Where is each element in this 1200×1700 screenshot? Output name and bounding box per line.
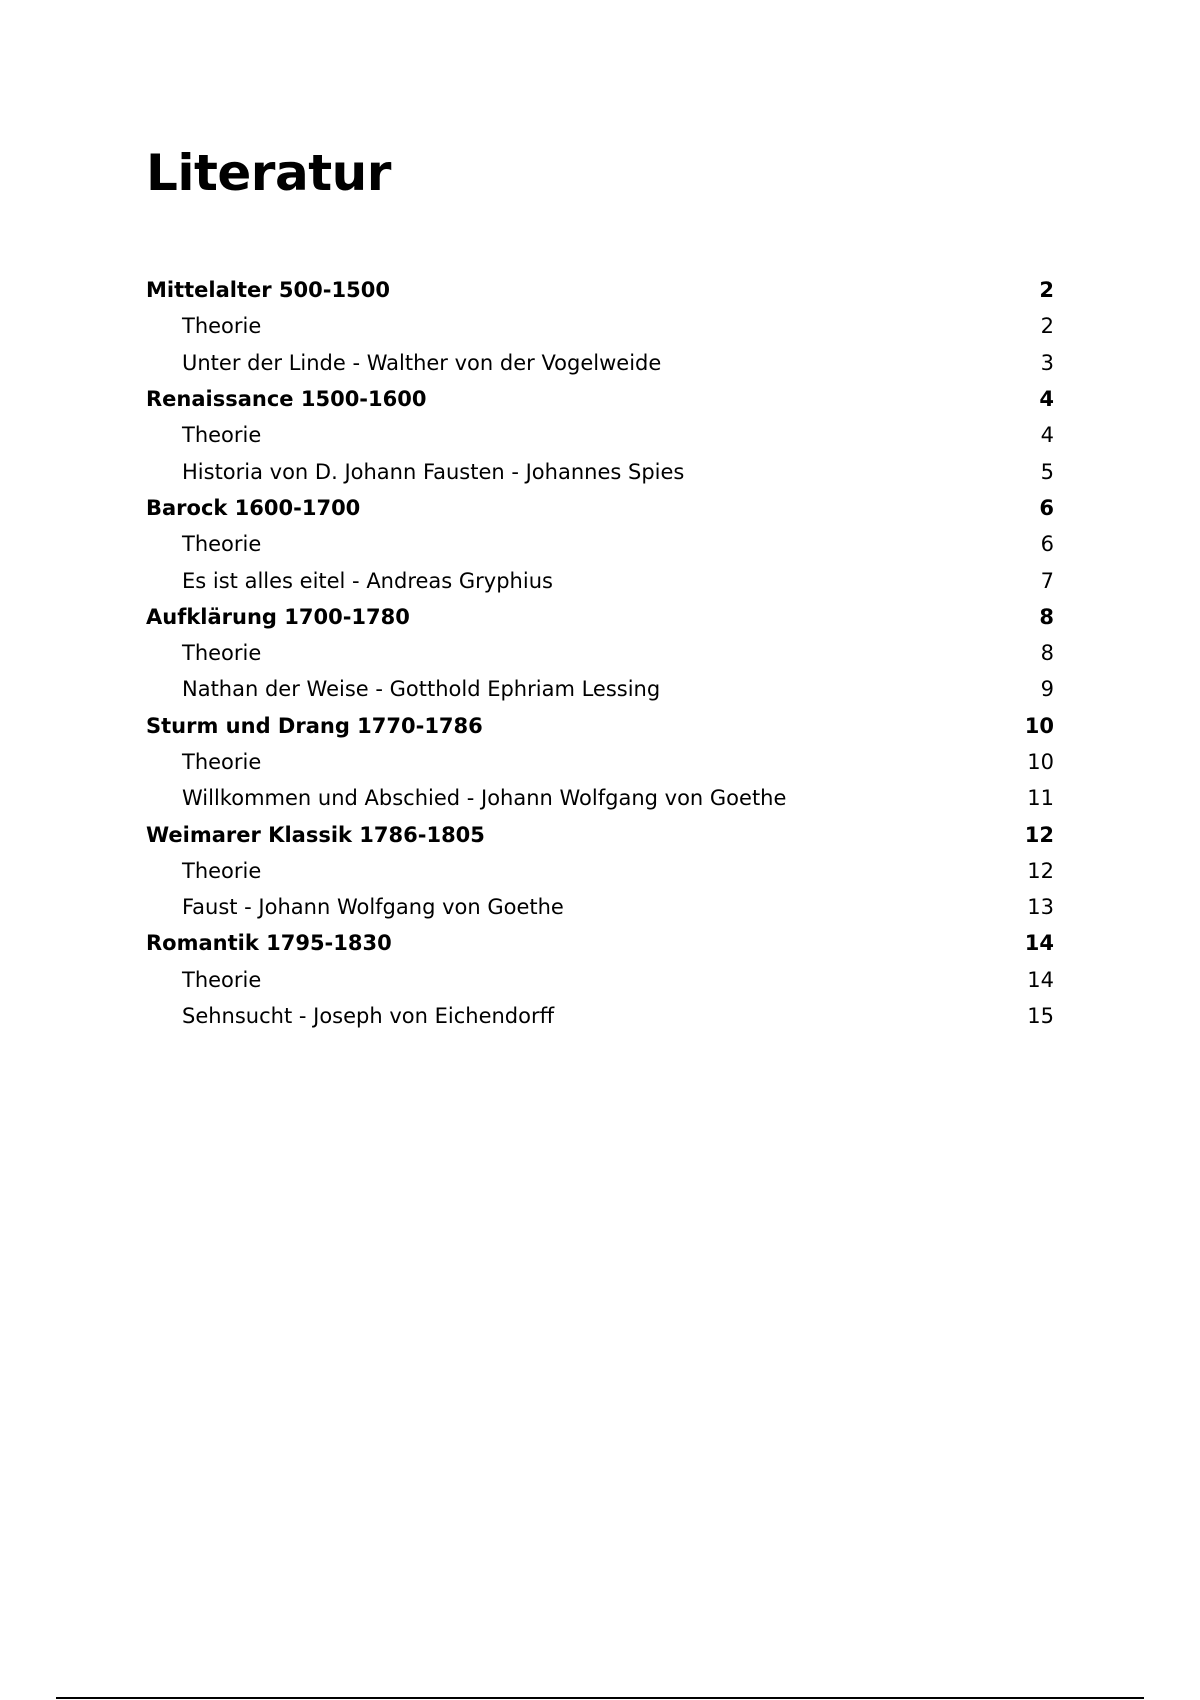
toc-page-number: 14 <box>1024 931 1054 956</box>
table-of-contents <box>146 272 1054 1034</box>
toc-page-number: 3 <box>1040 350 1054 375</box>
toc-page-number: 7 <box>1040 568 1054 593</box>
toc-entry-title: Theorie <box>182 858 262 883</box>
toc-page-number: 13 <box>1027 895 1054 920</box>
toc-section-title: Aufklärung 1700-1780 <box>146 604 410 629</box>
toc-entry[interactable] <box>146 526 1054 562</box>
toc-entry-title: Theorie <box>182 641 262 666</box>
toc-entry-title: Historia von D. Johann Fausten - Johannes Spies <box>182 459 685 484</box>
toc-page-number: 15 <box>1027 1004 1054 1029</box>
toc-page-number: 2 <box>1039 278 1054 303</box>
toc-page-number: 10 <box>1027 750 1054 774</box>
toc-page-number: 2 <box>1040 314 1054 339</box>
toc-section[interactable] <box>146 599 1054 635</box>
toc-page-number: 4 <box>1040 423 1054 448</box>
toc-page-number: 8 <box>1040 641 1054 666</box>
toc-section-title: Romantik 1795-1830 <box>146 931 392 956</box>
toc-entry[interactable] <box>146 744 1054 780</box>
toc-entry[interactable] <box>146 635 1054 671</box>
toc-section[interactable] <box>146 381 1054 417</box>
toc-page-number: 12 <box>1024 822 1054 847</box>
toc-entry-title: Theorie <box>182 423 262 448</box>
toc-entry-title: Es ist alles eitel - Andreas Gryphius <box>182 568 553 593</box>
toc-entry[interactable] <box>146 780 1054 816</box>
toc-entry[interactable] <box>146 308 1054 344</box>
toc-page-number: 5 <box>1040 459 1054 484</box>
toc-entry-title: Willkommen und Abschied - Johann Wolfgang von Goethe <box>182 786 787 811</box>
toc-page-number: 4 <box>1039 387 1054 412</box>
toc-entry[interactable] <box>146 345 1054 381</box>
toc-entry-title: Unter der Linde - Walther von der Vogelweide <box>182 350 662 375</box>
toc-page-number: 14 <box>1027 967 1054 992</box>
toc-entry[interactable] <box>146 853 1054 889</box>
toc-page-number: 6 <box>1040 532 1054 557</box>
toc-entry[interactable] <box>146 962 1054 998</box>
toc-page-number: 8 <box>1039 604 1054 629</box>
toc-entry[interactable] <box>146 671 1054 707</box>
bottom-divider <box>56 1697 1144 1699</box>
toc-entry-title: Theorie <box>182 314 262 339</box>
toc-entry-title: Faust - Johann Wolfgang von Goethe <box>182 895 564 920</box>
toc-section[interactable] <box>146 708 1054 744</box>
toc-page-number: 12 <box>1027 858 1054 883</box>
toc-entry[interactable] <box>146 417 1054 453</box>
toc-entry-title: Nathan der Weise - Gotthold Ephriam Lessing <box>182 677 661 702</box>
toc-page-number: 10 <box>1024 713 1054 738</box>
toc-section-title: Renaissance 1500-1600 <box>146 387 427 412</box>
toc-entry[interactable] <box>146 562 1054 598</box>
toc-page-number: 9 <box>1040 677 1054 702</box>
toc-section[interactable] <box>146 272 1054 308</box>
toc-page-number: 11 <box>1027 786 1054 811</box>
toc-section-title: Sturm und Drang 1770-1786 <box>146 713 483 738</box>
toc-entry-title: Theorie <box>182 967 262 992</box>
toc-section[interactable] <box>146 925 1054 961</box>
toc-section[interactable] <box>146 816 1054 852</box>
toc-page-number: 6 <box>1039 495 1054 520</box>
toc-section[interactable] <box>146 490 1054 526</box>
toc-entry[interactable] <box>146 453 1054 489</box>
toc-entry-title: Theorie <box>182 532 262 557</box>
toc-entry-title: Sehnsucht - Joseph von Eichendorff <box>182 1004 555 1029</box>
toc-section-title: Weimarer Klassik 1786-1805 <box>146 822 485 847</box>
toc-entry[interactable] <box>146 998 1054 1034</box>
toc-entry-title: Theorie <box>182 750 262 774</box>
toc-section-title: Barock 1600-1700 <box>146 495 361 520</box>
toc-section-title: Mittelalter 500-1500 <box>146 278 390 303</box>
page-title: Literatur <box>146 144 391 202</box>
toc-entry[interactable] <box>146 889 1054 925</box>
